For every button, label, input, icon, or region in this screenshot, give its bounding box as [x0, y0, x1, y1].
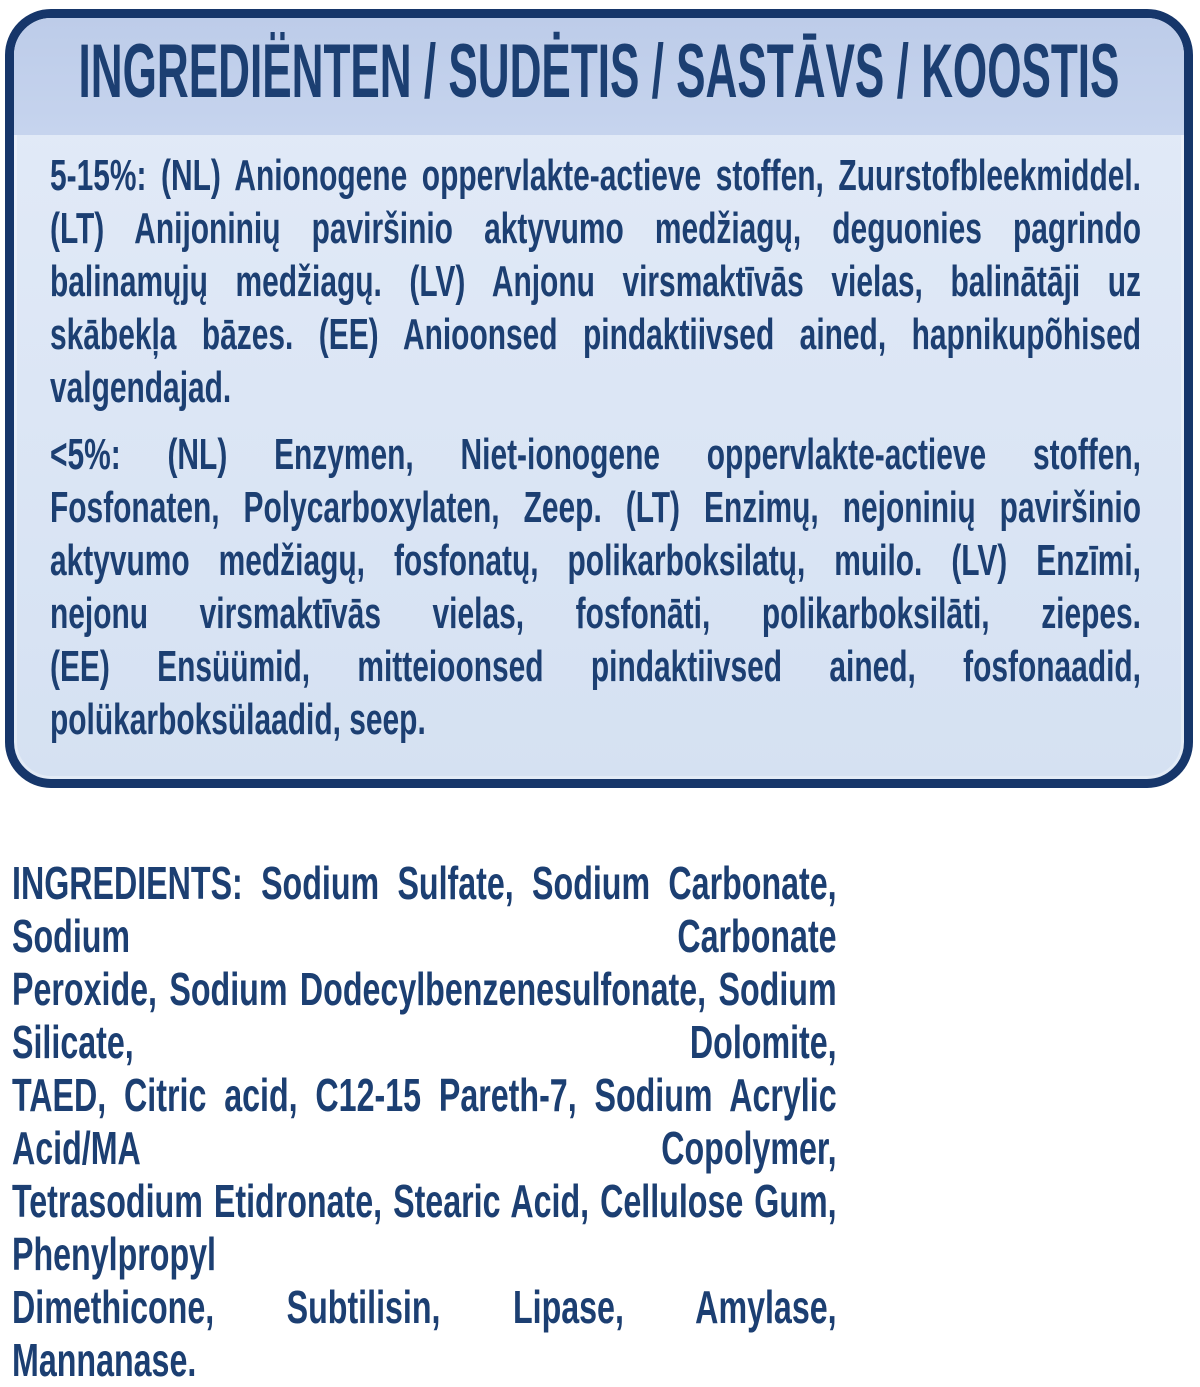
text-line: 5-15%: (NL) Anionogene oppervlakte-actieve stoffen, Zuurstofbleekmiddel. [50, 151, 1141, 200]
text-line: (EE) Ensüümid, mitteioonsed pindaktiivsed ained, fosfonaadid, [50, 642, 1141, 691]
text-line: balinamųjų medžiagų. (LV) Anjonu virsmaktīvās vielas, balinātāji uz [50, 257, 1141, 306]
ingredients-panel [5, 9, 1193, 788]
text-line: Tetrasodium Etidronate, Stearic Acid, Cellulose Gum, Phenylpropyl [12, 1175, 837, 1280]
text-line: INGREDIENTS: Sodium Sulfate, Sodium Carbonate, Sodium Carbonate [12, 857, 837, 962]
panel-body [14, 135, 1184, 746]
ingredients-english-paragraph [12, 857, 837, 1387]
text-line: skābekļa bāzes. (EE) Anioonsed pindaktiivsed ained, hapnikupõhised [50, 310, 1141, 359]
text-line: valgendajad. [50, 363, 232, 412]
panel-title: INGREDIËNTEN / SUDĖTIS / SASTĀVS / KOOSTIS [78, 29, 1120, 114]
text-line: aktyvumo medžiagų, fosfonatų, polikarboksilatų, muilo. (LV) Enzīmi, [50, 536, 1141, 585]
text-line: TAED, Citric acid, C12-15 Pareth-7, Sodium Acrylic Acid/MA Copolymer, [12, 1069, 837, 1174]
text-line: polükarboksülaadid, seep. [50, 695, 426, 744]
composition-under-5-paragraph [50, 428, 1141, 746]
text-line: Peroxide, Sodium Dodecylbenzenesulfonate, Sodium Silicate, Dolomite, [12, 963, 837, 1068]
text-line: nejonu virsmaktīvās vielas, fosfonāti, polikarboksilāti, ziepes. [50, 589, 1141, 638]
text-line: Dimethicone, Subtilisin, Lipase, Amylase, Mannanase. [12, 1281, 837, 1386]
text-line: Fosfonaten, Polycarboxylaten, Zeep. (LT) Enzimų, nejoninių paviršinio [50, 483, 1141, 532]
text-line: <5%: (NL) Enzymen, Niet-ionogene oppervlakte-actieve stoffen, [50, 430, 1141, 479]
panel-header [14, 18, 1184, 135]
composition-5-15-paragraph [50, 149, 1141, 414]
text-line: (LT) Anijoninių paviršinio aktyvumo medžiagų, deguonies pagrindo [50, 204, 1141, 253]
